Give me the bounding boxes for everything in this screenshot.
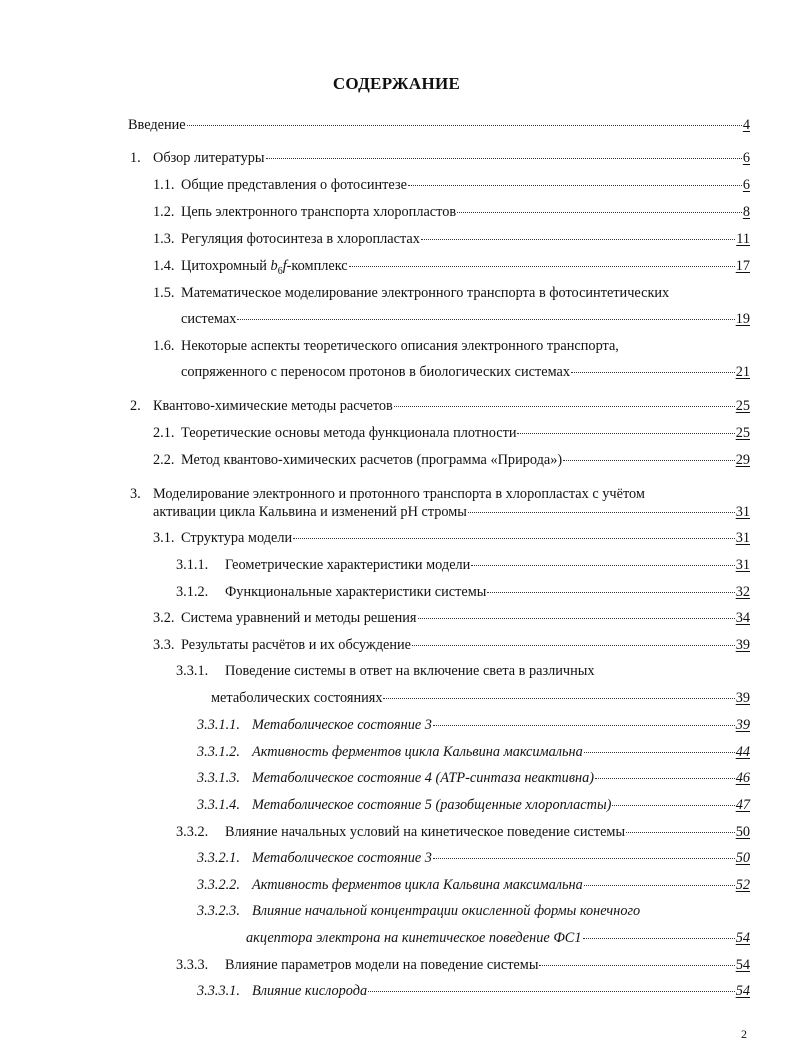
dot-leader (468, 512, 735, 513)
toc-entry[interactable] (246, 929, 750, 947)
entry-title: Функциональные характеристики системы (225, 584, 487, 600)
toc-entry[interactable] (153, 529, 750, 547)
toc-entry[interactable] (197, 716, 750, 734)
entry-title: Цепь электронного транспорта хлоропластов (181, 204, 457, 220)
dot-leader (293, 538, 735, 539)
dot-leader (539, 965, 734, 966)
entry-title: Влияние начальной концентрации окисленной формы конечного (252, 903, 641, 919)
dot-leader (421, 239, 735, 240)
entry-title: Регуляция фотосинтеза в хлоропластах (181, 231, 420, 247)
entry-number: 3.3.2.3. (197, 903, 240, 919)
toc-entry[interactable] (197, 902, 641, 920)
entry-title: Математическое моделирование электронного транспорта в фотосинтетических (181, 285, 670, 301)
entry-page: 25 (735, 398, 750, 414)
entry-number: 1.6. (153, 338, 175, 354)
toc-entry[interactable] (176, 662, 595, 680)
title-text: Цитохромный (181, 258, 271, 274)
entry-page: 31 (735, 504, 750, 520)
entry-title: Структура модели (181, 530, 293, 546)
entry-title: Общие представления о фотосинтезе (181, 177, 407, 193)
dot-leader (517, 433, 734, 434)
entry-number: 3.3.3. (176, 957, 209, 973)
entry-page: 46 (735, 770, 750, 786)
toc-entry[interactable] (153, 203, 750, 221)
entry-page: 11 (736, 231, 750, 247)
entry-title: Поведение системы в ответ на включение света в различных (225, 663, 595, 679)
entry-page: 39 (735, 690, 750, 706)
dot-leader (418, 618, 735, 619)
title-subscript: 6 (277, 265, 283, 277)
entry-title: Активность ферментов цикла Кальвина максимальна (252, 744, 583, 760)
entry-page: 19 (735, 311, 750, 327)
entry-title: Квантово-химические методы расчетов (153, 398, 393, 414)
dot-leader (433, 858, 735, 859)
entry-page: 47 (735, 797, 750, 813)
entry-title: Метод квантово-химических расчетов (программа «Природа») (181, 452, 563, 468)
toc-entry[interactable] (153, 176, 750, 194)
entry-page: 34 (735, 610, 750, 626)
entry-title-continued: системах (181, 311, 237, 327)
entry-title: Моделирование электронного и протонного транспорта в хлоропластах с учётом (153, 486, 645, 502)
toc-entry[interactable] (197, 982, 750, 1000)
entry-number: 1.4. (153, 258, 175, 274)
entry-number: 3.3.3.1. (197, 983, 240, 999)
entry-title: Метаболическое состояние 4 (АТР-синтаза неактивна) (252, 770, 595, 786)
dot-leader (349, 266, 735, 267)
dot-leader (433, 725, 735, 726)
entry-number: 3.1.2. (176, 584, 209, 600)
toc-entry[interactable] (153, 230, 750, 248)
title-italic: b (270, 258, 278, 274)
entry-page: 32 (735, 584, 750, 600)
entry-title-continued: акцептора электрона на кинетическое поведение ФС1 (246, 930, 582, 946)
entry-page: 31 (735, 530, 750, 546)
entry-number: 3.1.1. (176, 557, 209, 573)
entry-page: 50 (735, 824, 750, 840)
toc-entry[interactable] (153, 503, 750, 521)
toc-entry[interactable] (176, 583, 750, 601)
entry-page: 54 (735, 957, 750, 973)
entry-title-continued: сопряженного с переносом протонов в биологических системах (181, 364, 571, 380)
entry-number: 3.3.2.2. (197, 877, 240, 893)
entry-number: 1.3. (153, 231, 175, 247)
dot-leader (626, 832, 735, 833)
entry-number: 1.2. (153, 204, 175, 220)
dot-leader (595, 778, 735, 779)
entry-title: Система уравнений и методы решения (181, 610, 417, 626)
dot-leader (571, 372, 735, 373)
entry-page: 17 (735, 258, 750, 274)
entry-page: 8 (742, 204, 750, 220)
dot-leader (584, 885, 735, 886)
entry-page: 6 (742, 177, 750, 193)
entry-number: 3.3.2.1. (197, 850, 240, 866)
dot-leader (394, 406, 735, 407)
dot-leader (412, 645, 735, 646)
entry-title: Активность ферментов цикла Кальвина максимальна (252, 877, 583, 893)
entry-page: 54 (735, 930, 750, 946)
entry-number: 3.3.2. (176, 824, 209, 840)
toc-entry[interactable] (181, 310, 750, 328)
dot-leader (584, 752, 735, 753)
entry-title: Влияние кислорода (252, 983, 368, 999)
dot-leader (368, 991, 735, 992)
title-italic: f (282, 258, 287, 274)
toc-entry[interactable] (130, 397, 750, 415)
page-title: СОДЕРЖАНИЕ (332, 74, 461, 93)
entry-page: 29 (735, 452, 750, 468)
title-text: -комплекс (286, 258, 348, 274)
toc-entry[interactable] (176, 823, 750, 841)
toc-entry[interactable] (130, 485, 645, 503)
entry-title (181, 257, 348, 281)
entry-number: 3.3.1.1. (197, 717, 240, 733)
dot-leader (457, 212, 742, 213)
entry-title-continued: активации цикла Кальвина и изменений pH стромы (153, 504, 467, 520)
dot-leader (237, 319, 734, 320)
dot-leader (383, 698, 734, 699)
entry-page: 44 (735, 744, 750, 760)
entry-page: 4 (742, 117, 750, 133)
page-number: 2 (741, 1027, 747, 1041)
toc-entry[interactable] (153, 257, 750, 281)
dot-leader (612, 805, 734, 806)
entry-title: Введение (128, 117, 186, 133)
entry-title: Некоторые аспекты теоретического описания электронного транспорта, (181, 338, 619, 354)
entry-page: 54 (735, 983, 750, 999)
entry-title: Результаты расчётов и их обсуждение (181, 637, 411, 653)
toc-entry[interactable] (153, 451, 750, 469)
toc-entry[interactable] (197, 849, 750, 867)
entry-title: Влияние параметров модели на поведение системы (225, 957, 539, 973)
entry-page: 6 (742, 150, 750, 166)
toc-entry[interactable] (130, 149, 750, 167)
toc-entry[interactable] (153, 424, 750, 442)
dot-leader (471, 565, 734, 566)
dot-leader (408, 185, 742, 186)
entry-number: 3.2. (153, 610, 175, 626)
toc-entry[interactable] (197, 743, 750, 761)
entry-number: 1. (130, 150, 141, 166)
toc-entry[interactable] (153, 337, 619, 355)
entry-number: 3.3.1.2. (197, 744, 240, 760)
entry-number: 2.1. (153, 425, 175, 441)
dot-leader (187, 125, 742, 126)
entry-title: Геометрические характеристики модели (225, 557, 471, 573)
entry-number: 2. (130, 398, 141, 414)
toc-entry[interactable] (153, 284, 670, 302)
toc-entry[interactable] (211, 689, 750, 707)
entry-page: 21 (735, 364, 750, 380)
entry-number: 3.3. (153, 637, 175, 653)
entry-number: 2.2. (153, 452, 175, 468)
entry-title-continued: метаболических состояниях (211, 690, 383, 706)
toc-entry[interactable] (197, 769, 750, 787)
toc-entry[interactable] (153, 636, 750, 654)
entry-title: Метаболическое состояние 5 (разобщенные хлоропласты) (252, 797, 612, 813)
entry-number: 1.5. (153, 285, 175, 301)
dot-leader (563, 460, 735, 461)
entry-title: Влияние начальных условий на кинетическое поведение системы (225, 824, 626, 840)
entry-number: 3.3.1.3. (197, 770, 240, 786)
toc-entry[interactable] (153, 609, 750, 627)
toc-entry[interactable] (197, 876, 750, 894)
entry-number: 1.1. (153, 177, 175, 193)
entry-page: 52 (735, 877, 750, 893)
entry-title: Метаболическое состояние 3 (252, 850, 432, 866)
entry-number: 3.3.1. (176, 663, 209, 679)
toc-entry[interactable] (181, 363, 750, 381)
entry-title: Обзор литературы (153, 150, 265, 166)
entry-page: 31 (735, 557, 750, 573)
entry-number: 3.3.1.4. (197, 797, 240, 813)
toc-entry[interactable] (128, 116, 750, 134)
toc-entry[interactable] (197, 796, 750, 814)
entry-number: 3. (130, 486, 141, 502)
entry-page: 39 (735, 637, 750, 653)
dot-leader (583, 938, 735, 939)
entry-page: 39 (735, 717, 750, 733)
dot-leader (487, 592, 734, 593)
toc-entry[interactable] (176, 956, 750, 974)
entry-title: Теоретические основы метода функционала плотности (181, 425, 517, 441)
toc-entry[interactable] (176, 556, 750, 574)
entry-title: Метаболическое состояние 3 (252, 717, 432, 733)
entry-number: 3.1. (153, 530, 175, 546)
entry-page: 50 (735, 850, 750, 866)
dot-leader (266, 158, 742, 159)
entry-page: 25 (735, 425, 750, 441)
